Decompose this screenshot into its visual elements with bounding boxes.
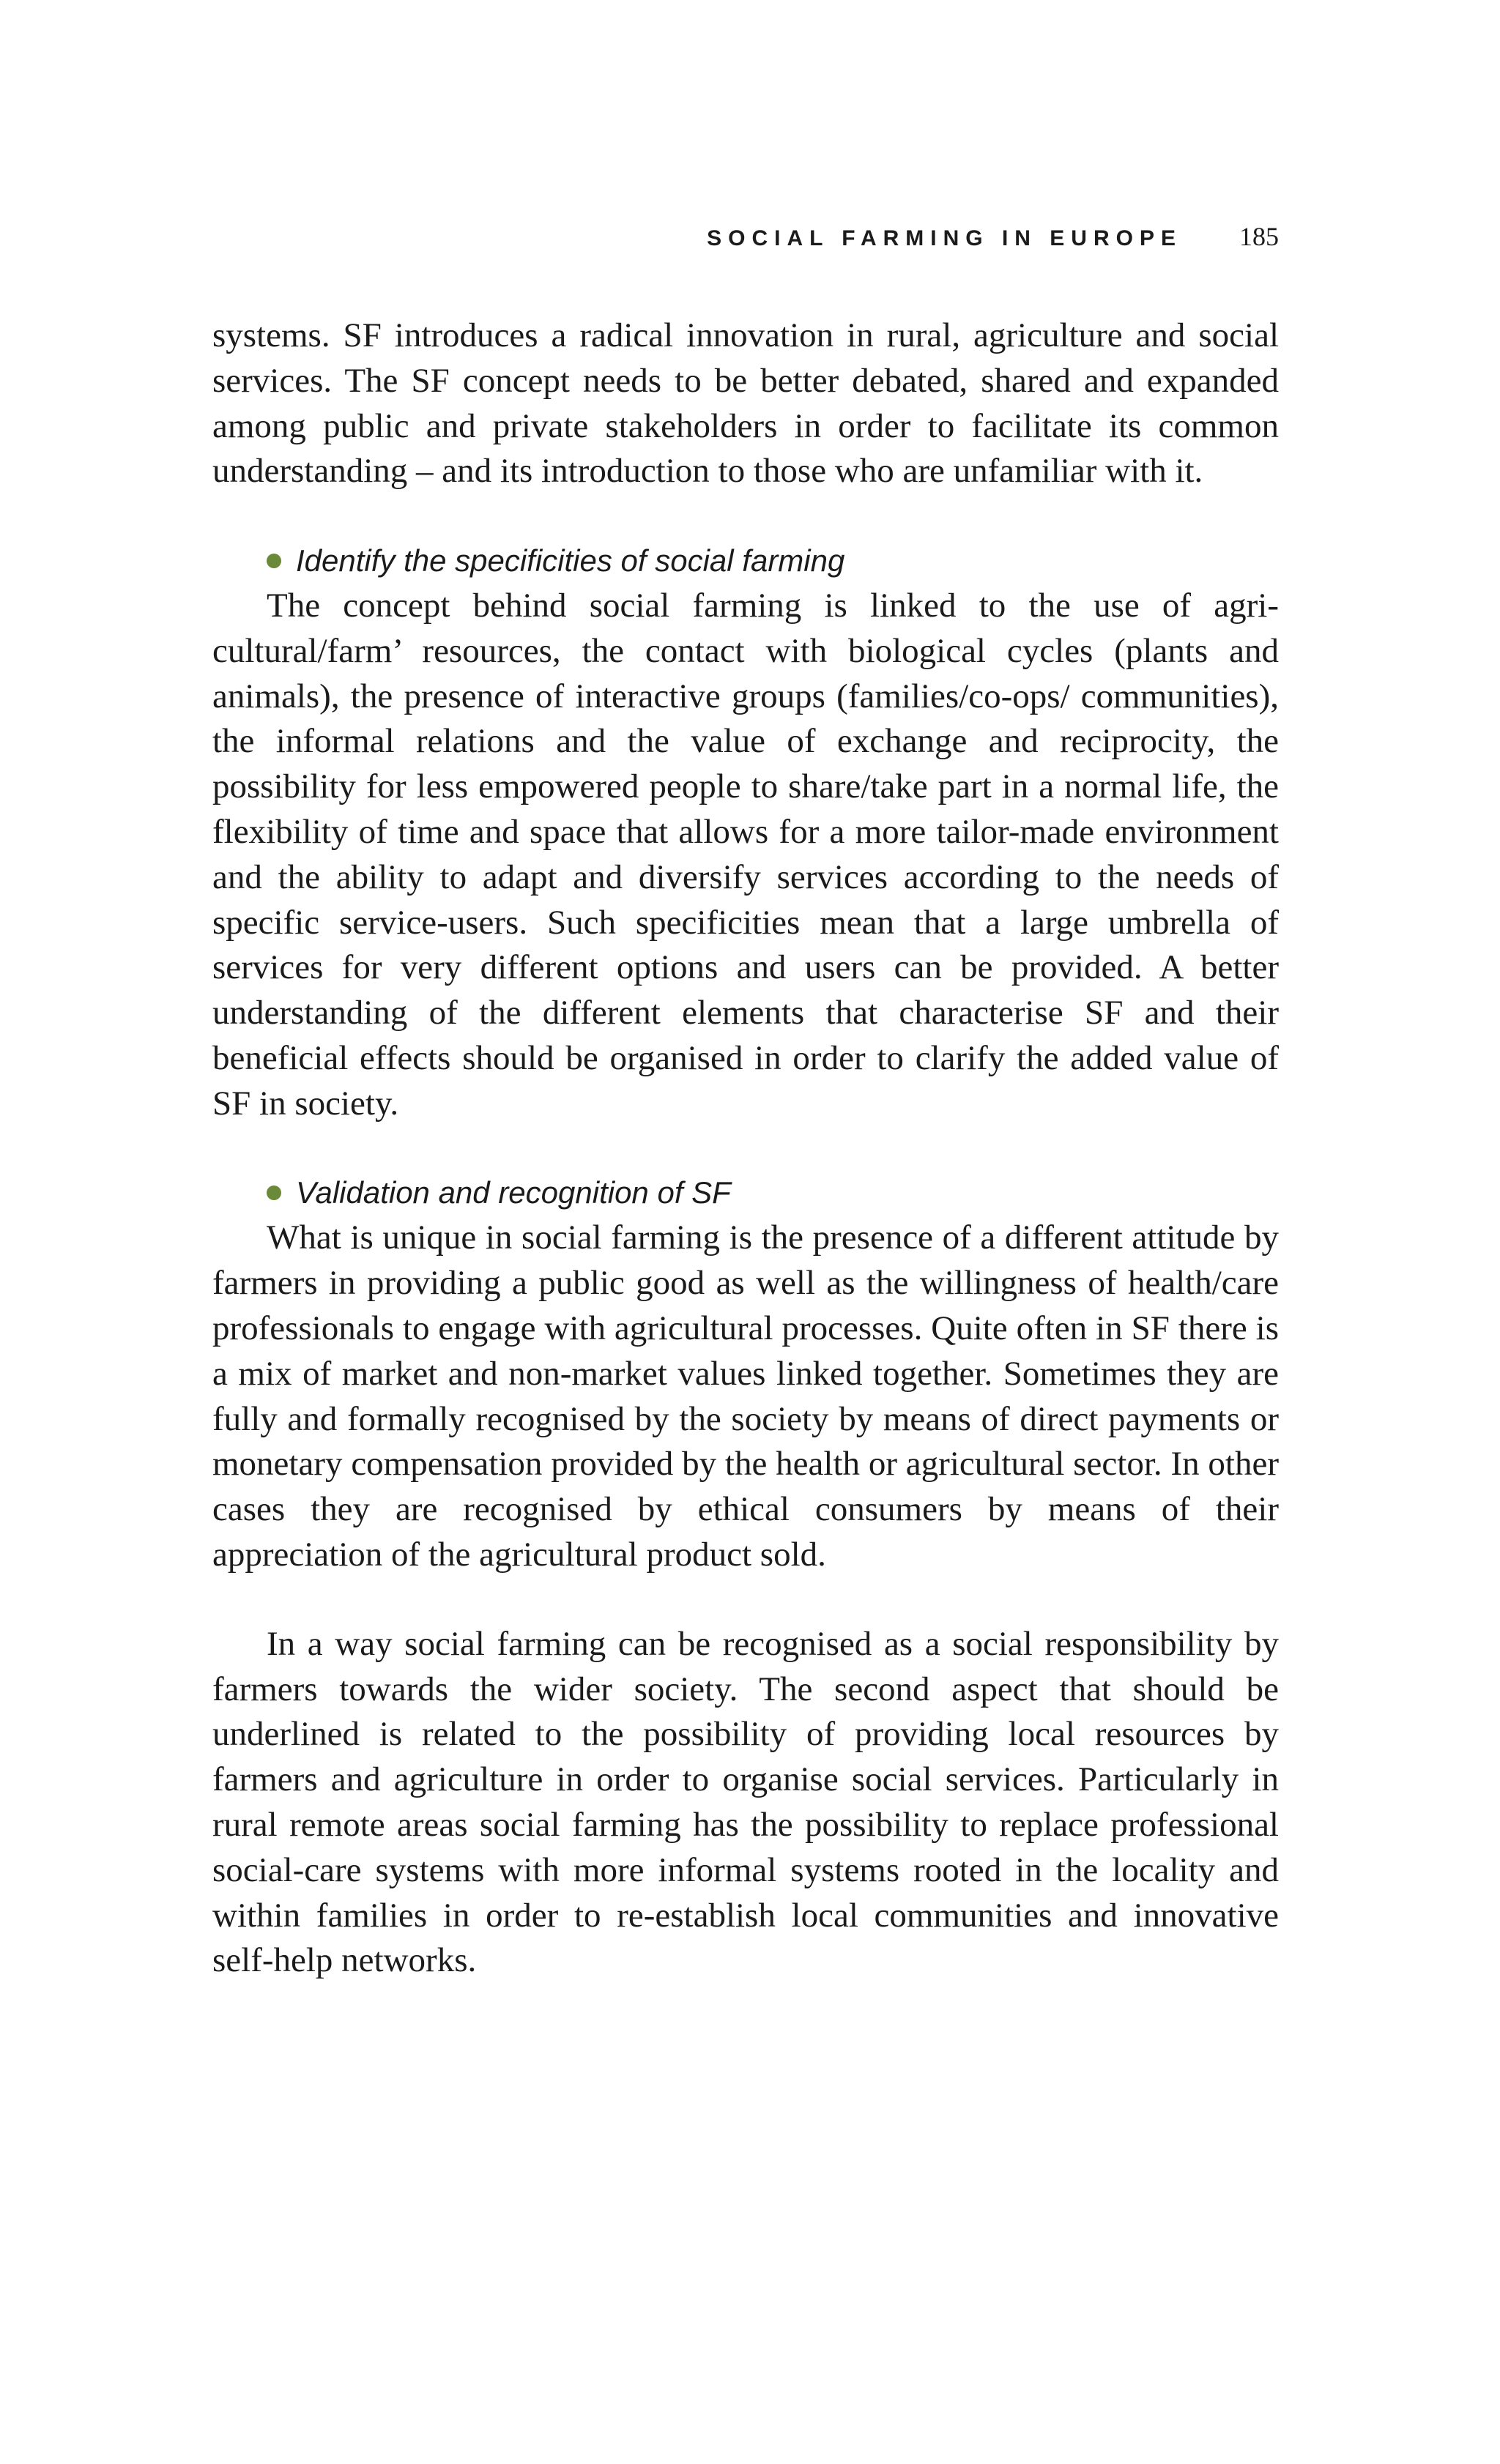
validation-paragraph: What is unique in social farming is the presence of a different attitude by farmers in providing a public good as well as the willingness of health/care professionals to engage with agricultural processes. Quite often in SF there is a mix of market and non-market values linked together. Sometimes they are fully and formally recognised by the society by means of direct payments or monetary compensation provided by the health or agricultural sector. In other cases they are recognised by ethical consumers by means of their appreciation of the agricultural product sold. [212,1218,1279,1574]
bullet-icon [267,1186,281,1200]
section-heading-validation [267,1171,1279,1216]
running-title: SOCIAL FARMING IN EUROPE [707,226,1182,250]
specificities-paragraph: The concept behind social farming is linked to the use of agricultural/farm’ resources, the contact with biological cycles (plants and animals), the presence of interactive groups (families/co-ops/ communities), the informal relations and the value of exchange and reciprocity, the possibility for less empowered people to share/take part in a normal life, the flexibility of time and space that allows for a more tailor-made environment and the ability to adapt and diversify services according to the needs of specific service-users. Such specificities mean that a large umbrella of services for very different options and users can be provided. A better understanding of the different elements that characterise SF and their beneficial effects should be organised in order to clarify the added value of SF in society. [212,586,1279,1123]
running-header [707,221,1279,252]
section-specificities [212,538,1279,1126]
heading-validation-text: Validation and recognition of SF [296,1175,731,1210]
body-text [212,313,1279,1984]
responsibility-paragraph: In a way social farming can be recognised as a social responsibility by farmers towards the wider society. The second aspect that should be underlined is related to the possibility of providing local resources by farmers and agriculture in order to organise social services. Particularly in rural remote areas social farming has the possibility to replace professional social-care systems with more informal systems rooted in the locality and within families in order to re-establish local communities and innovative self-help networks. [212,1624,1279,1980]
heading-specificities-text: Identify the specificities of social farming [296,543,845,578]
page-number: 185 [1239,222,1279,251]
section-validation [212,1171,1279,1578]
section-heading-specificities [267,538,1279,584]
intro-paragraph: systems. SF introduces a radical innovation in rural, agriculture and social services. The SF concept needs to be better debated, shared and expanded among public and private stakeholders in order to facilitate its common understanding – and its introduction to those who are unfamiliar with it. [212,316,1279,491]
bullet-icon [267,554,281,568]
